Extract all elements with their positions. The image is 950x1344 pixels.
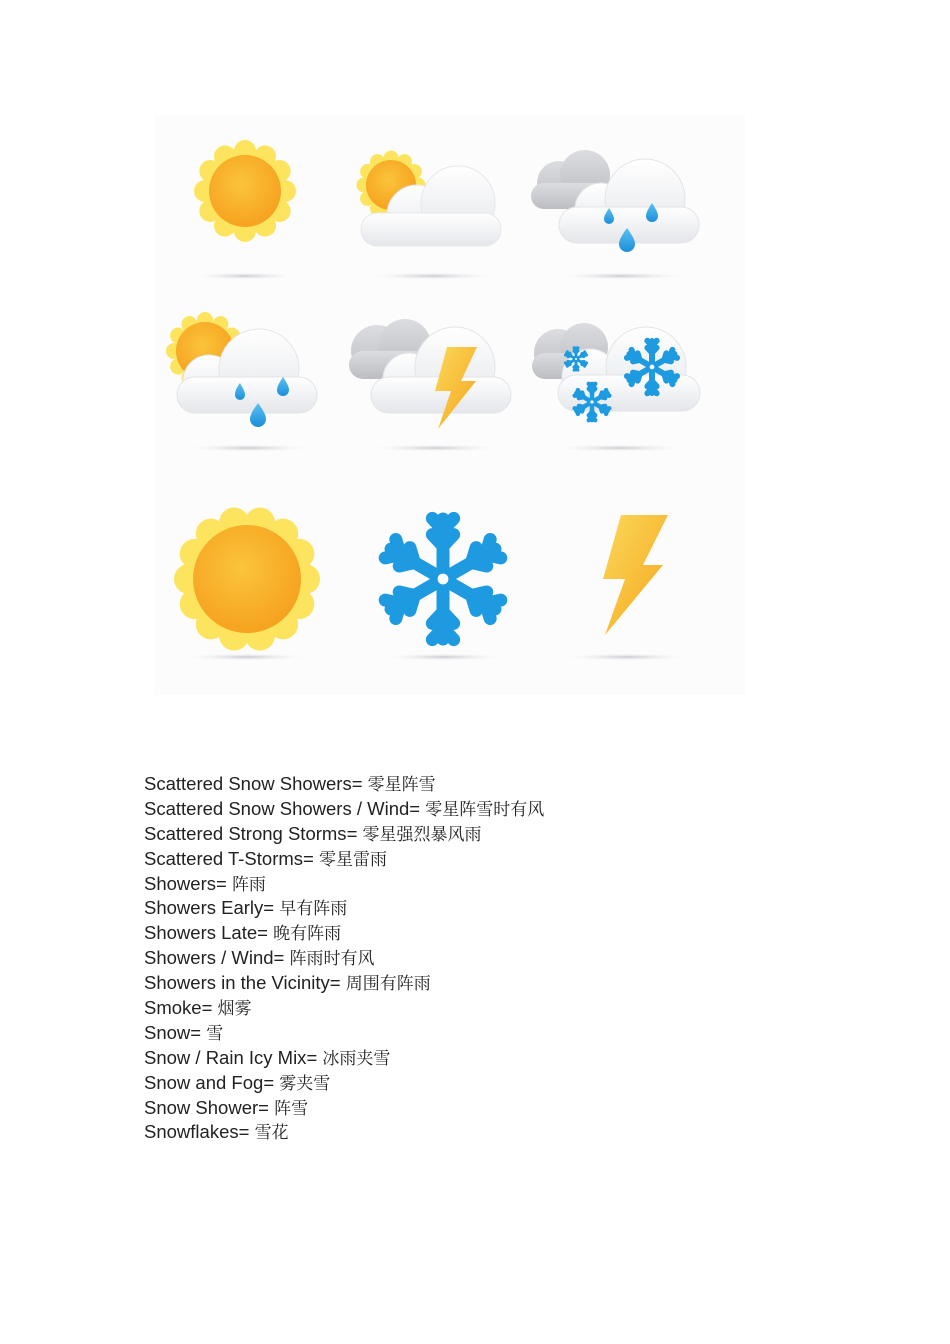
glossary-entry [144, 921, 544, 946]
glossary-term-en: Scattered T-Storms [144, 847, 304, 869]
snowflake-icon [369, 497, 519, 667]
glossary-term-en: Scattered Snow Showers [144, 773, 352, 794]
glossary-entry [144, 1046, 544, 1071]
glossary-term-zh: 零星阵雪时有风 [425, 799, 545, 820]
glossary-term-zh: 阵雪 [274, 1098, 309, 1119]
glossary-term-zh: 雪花 [254, 1123, 289, 1144]
glossary-term-zh: 雾夹雪 [279, 1073, 331, 1094]
glossary-separator: = [303, 847, 319, 869]
glossary-term-en: Scattered Snow Showers / Wind [144, 797, 410, 819]
cloudy-snow-icon [530, 307, 710, 457]
glossary-entry [144, 772, 544, 797]
glossary-entry [144, 872, 544, 897]
glossary-term-zh: 冰雨夹雪 [322, 1048, 391, 1069]
glossary-separator: = [257, 922, 274, 944]
glossary-separator: = [215, 872, 232, 894]
glossary-entry [144, 1096, 544, 1121]
glossary-entry [144, 1120, 544, 1145]
glossary-separator: = [263, 1071, 280, 1093]
glossary-entry [144, 996, 544, 1021]
glossary-entry [144, 1071, 544, 1096]
snowflake-shape [385, 518, 501, 639]
glossary-term-en: Showers / Wind [144, 947, 274, 969]
glossary-term-en: Snow Shower [144, 1096, 259, 1118]
partly-cloudy-icon [355, 135, 515, 285]
partly-cloudy-rain-icon [167, 307, 327, 457]
glossary-entry [144, 971, 544, 996]
glossary-term-en: Showers [144, 872, 216, 894]
thunderstorm-icon [345, 307, 520, 457]
glossary-term-zh: 零星雷雨 [318, 849, 387, 870]
glossary-entry [144, 946, 544, 971]
glossary-term-zh: 阵雨 [231, 874, 266, 895]
glossary-separator: = [201, 997, 218, 1019]
glossary-separator: = [238, 1121, 255, 1143]
lightning-bolt-icon [547, 497, 707, 667]
glossary-separator: = [329, 972, 346, 994]
glossary-term-zh: 零星强烈暴风雨 [362, 824, 482, 845]
sun-icon [180, 135, 310, 285]
glossary-separator: = [346, 822, 363, 844]
glossary-term-zh: 零星阵雪 [367, 775, 436, 795]
weather-icon-grid [155, 115, 745, 695]
glossary-term-en: Snow and Fog [144, 1071, 264, 1093]
glossary-term-en: Snow / Rain Icy Mix [144, 1046, 307, 1068]
glossary-separator: = [306, 1046, 323, 1068]
glossary-term-zh: 雪 [206, 1023, 224, 1044]
glossary-term-zh: 周围有阵雨 [345, 974, 431, 995]
glossary-separator: = [409, 797, 426, 819]
cloudy-rain-icon [527, 135, 707, 285]
glossary-term-en: Showers Late [144, 922, 258, 944]
glossary-term-zh: 烟雾 [217, 999, 252, 1020]
glossary-entry [144, 822, 544, 847]
glossary-entry [144, 847, 544, 872]
glossary-term-zh: 早有阵雨 [279, 899, 348, 920]
glossary-term-en: Scattered Strong Storms [144, 822, 347, 844]
glossary-term-en: Snowflakes [144, 1121, 239, 1143]
glossary-separator: = [190, 1021, 207, 1043]
glossary-term-zh: 阵雨时有风 [289, 949, 375, 970]
large-sun-icon [167, 497, 327, 667]
glossary-separator: = [351, 773, 368, 794]
glossary-entry [144, 797, 544, 822]
glossary-term-en: Snow [144, 1021, 191, 1043]
glossary-entry [144, 1021, 544, 1046]
glossary-term-zh: 晚有阵雨 [273, 924, 342, 945]
glossary-separator: = [273, 947, 290, 969]
glossary-term-en: Showers in the Vicinity [144, 972, 330, 994]
glossary-entry [144, 896, 544, 921]
glossary-term-en: Smoke [144, 997, 202, 1019]
glossary-separator: = [258, 1096, 275, 1118]
weather-glossary-list [144, 772, 544, 1145]
glossary-separator: = [263, 897, 280, 919]
glossary-term-en: Showers Early [144, 897, 264, 919]
